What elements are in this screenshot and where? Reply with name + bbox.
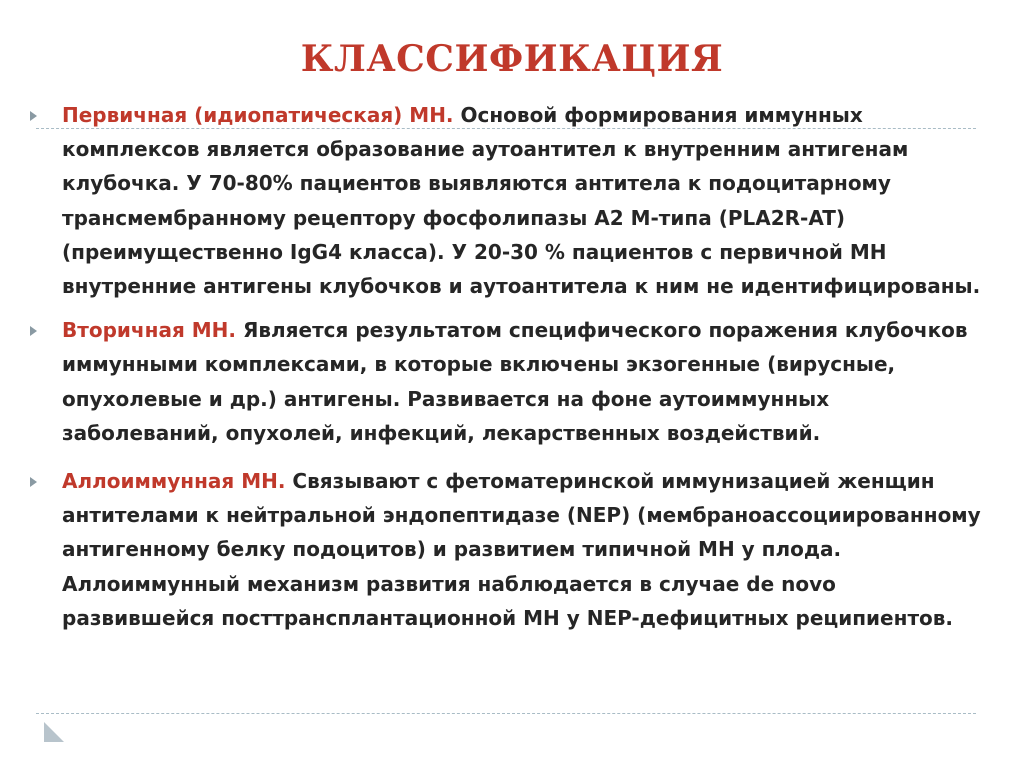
bullet-term: Первичная (идиопатическая) МН. [62,103,454,127]
bullet-secondary-mn [62,313,982,450]
bullet-text: Является результатом специфического поражения клубочков иммунными комплексами, в которые включены экзогенные (вирусные, опухолевые и др.) антигены. Развивается на фоне аутоиммунных заболеваний, опухолей, инфекций, лекарственных воздействий. [62,318,968,445]
bullet-term: Вторичная МН. [62,318,236,343]
bullet-text: Основой формирования иммунных комплексов является образование аутоантител к внутренним антигенам клубочка. У 70-80% пациентов выявляются антитела к подоцитарному трансмембранному рецептору фосфолипазы А2 М-типа (PLA2R-AT) (преимущественно IgG4 класса). У 20-30 % пациентов с первичной МН внутренние антигены клубочков и аутоантитела к ним не идентифицированы. [62,103,981,299]
corner-triangle-decoration [44,722,64,742]
bullet-term: Аллоиммунная МН. [62,469,286,494]
slide-title: КЛАССИФИКАЦИЯ [300,38,724,80]
divider-bottom [36,713,976,714]
bullet-text: Связывают с фетоматеринской иммунизацией женщин антителами к нейтральной эндопептидазе (NEP) (мембраноассоциированному антигенному белку подоцитов) и развитием типичной МН у плода. Аллоиммунный механизм развития наблюдается в случае de novo развившейся посттрансплантационной МН у NEP-дефицитных реципиентов. [62,469,981,630]
bullet-list [62,98,982,635]
bullet-primary-mn [62,98,982,303]
bullet-alloimmune-mn [62,464,982,635]
triangle-bullet-icon [30,326,37,336]
triangle-bullet-icon [30,111,37,121]
triangle-bullet-icon [30,477,37,487]
